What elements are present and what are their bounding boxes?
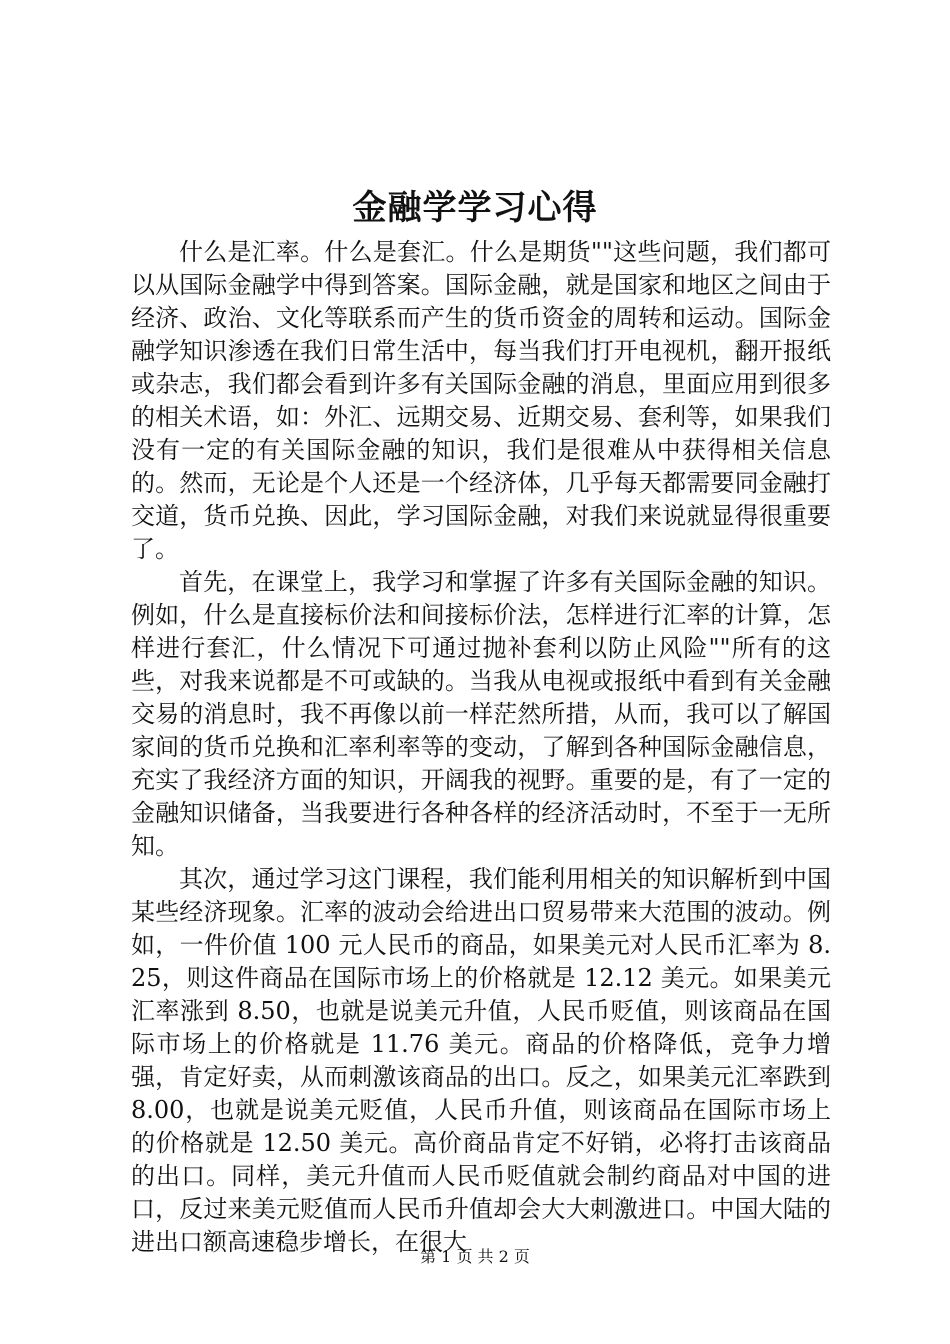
page-number-footer: 第 1 页 共 2 页	[420, 1247, 530, 1266]
paragraph-1: 什么是汇率。什么是套汇。什么是期货""这些问题，我们都可以从国际金融学中得到答案。国际金融，就是国家和地区之间由于经济、政治、文化等联系而产生的货币资金的周转和运动。国际金融学知识渗透在我们日常生活中，每当我们打开电视机，翻开报纸或杂志，我们都会看到许多有关国际金融的消息，里面应用到很多的相关术语，如：外汇、远期交易、近期交易、套利等，如果我们没有一定的有关国际金融的知识，我们是很难从中获得相关信息的。然而，无论是个人还是一个经济体，几乎每天都需要同金融打交道，货币兑换、因此，学习国际金融，对我们来说就显得很重要了。	[131, 238, 831, 563]
document-body	[131, 236, 831, 1259]
paragraph-2: 首先，在课堂上，我学习和掌握了许多有关国际金融的知识。例如，什么是直接标价法和间接标价法，怎样进行汇率的计算，怎样进行套汇，什么情况下可通过抛补套利以防止风险""所有的这些，对我来说都是不可或缺的。当我从电视或报纸中看到有关金融交易的消息时，我不再像以前一样茫然所措，从而，我可以了解国家间的货币兑换和汇率利率等的变动，了解到各种国际金融信息，充实了我经济方面的知识，开阔我的视野。重要的是，有了一定的金融知识储备，当我要进行各种各样的经济活动时，不至于一无所知。	[131, 568, 831, 860]
paragraph-3: 其次，通过学习这门课程，我们能利用相关的知识解析到中国某些经济现象。汇率的波动会给进出口贸易带来大范围的波动。例如，一件价值 100 元人民币的商品，如果美元对人民币汇率为 8.25，则这件商品在国际市场上的价格就是 12.12 美元。如果美元汇率涨到 8.50，也就是说美元升值，人民币贬值，则该商品在国际市场上的价格就是 11.76 美元。商品的价格降低，竞争力增强，肯定好卖，从而刺激该商品的出口。反之，如果美元汇率跌到 8.00，也就是说美元贬值，人民币升值，则该商品在国际市场上的价格就是 12.50 美元。高价商品肯定不好销，必将打击该商品的出口。同样，美元升值而人民币贬值就会制约商品对中国的进口，反过来美元贬值而人民币升值却会大大刺激进口。中国大陆的进出口额高速稳步增长，在很大	[131, 865, 831, 1256]
document-title: 金融学学习心得	[352, 188, 598, 228]
